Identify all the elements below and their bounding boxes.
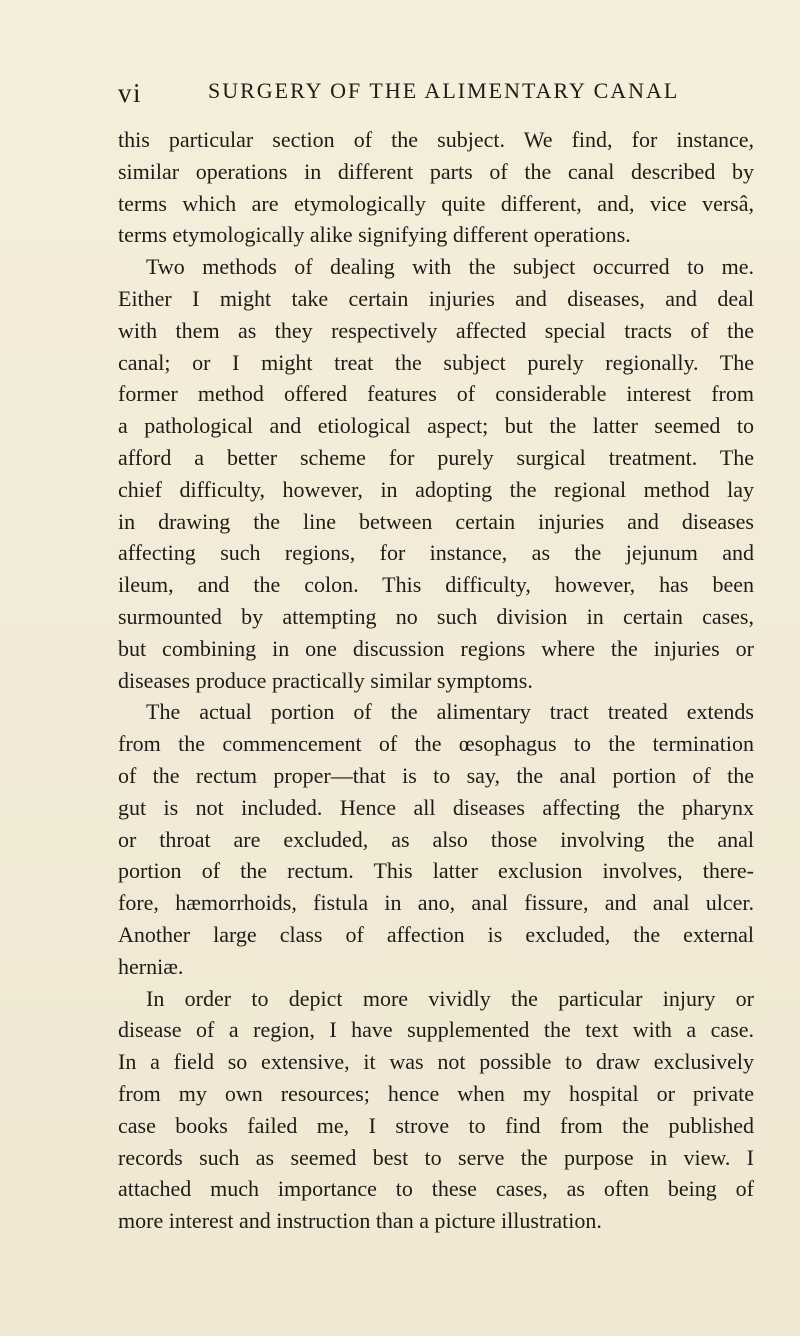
text-line: with them as they respectively affected special tracts of the <box>118 317 754 343</box>
text-line: more interest and instruction than a picture illustration. <box>118 1208 602 1234</box>
text-line: attached much importance to these cases, as often being of <box>118 1176 754 1202</box>
text-line: former method offered features of considerable interest from <box>118 381 754 407</box>
text-line: portion of the rectum. This latter exclusion involves, there- <box>118 858 754 884</box>
text-line: similar operations in different parts of the canal described by <box>118 158 754 184</box>
text-line: terms which are etymologically quite different, and, vice versâ, <box>118 190 754 216</box>
page-number: vi <box>118 78 143 108</box>
running-title: SURGERY OF THE ALIMENTARY CANAL <box>208 78 680 103</box>
text-line: this particular section of the subject. We find, for instance, <box>118 127 754 152</box>
text-line: but combining in one discussion regions where the injuries or <box>118 635 754 661</box>
text-line: In a field so extensive, it was not possible to draw exclusively <box>118 1049 754 1075</box>
text-line: from my own resources; hence when my hospital or private <box>118 1080 754 1106</box>
text-line: case books failed me, I strove to find from the published <box>118 1112 754 1138</box>
text-line: surmounted by attempting no such division in certain cases, <box>118 603 754 629</box>
text-line: in drawing the line between certain injuries and diseases <box>118 508 754 534</box>
text-line: Either I might take certain injuries and diseases, and deal <box>118 285 754 311</box>
text-line: Another large class of affection is excluded, the external <box>118 921 754 947</box>
text-line: chief difficulty, however, in adopting the regional method lay <box>118 476 754 502</box>
text-line: records such as seemed best to serve the purpose in view. I <box>118 1144 754 1170</box>
text-line: or throat are excluded, as also those involving the anal <box>118 826 754 852</box>
text-line: terms etymologically alike signifying different operations. <box>118 222 631 248</box>
text-line: canal; or I might treat the subject purely regionally. The <box>118 349 754 375</box>
text-line: of the rectum proper—that is to say, the anal portion of the <box>118 762 754 788</box>
text-line: disease of a region, I have supplemented the text with a case. <box>118 1017 754 1043</box>
text-line: Two methods of dealing with the subject occurred to me. <box>146 254 754 280</box>
text-line: herniæ. <box>118 953 184 979</box>
text-line: afford a better scheme for purely surgical treatment. The <box>118 444 754 470</box>
text-line: gut is not included. Hence all diseases affecting the pharynx <box>118 794 754 820</box>
text-line: diseases produce practically similar symptoms. <box>118 667 533 693</box>
text-line: In order to depict more vividly the particular injury or <box>146 985 754 1011</box>
text-line: from the commencement of the œsophagus to the termination <box>118 731 754 757</box>
running-head <box>118 78 730 118</box>
text-line: a pathological and etiological aspect; but the latter seemed to <box>118 413 754 439</box>
text-line: affecting such regions, for instance, as the jejunum and <box>118 540 754 566</box>
text-line: fore, hæmorrhoids, fistula in ano, anal fissure, and anal ulcer. <box>118 890 754 916</box>
text-line: ileum, and the colon. This difficulty, however, has been <box>118 572 754 598</box>
body-text <box>118 124 754 1237</box>
text-line: The actual portion of the alimentary tract treated extends <box>146 699 754 725</box>
